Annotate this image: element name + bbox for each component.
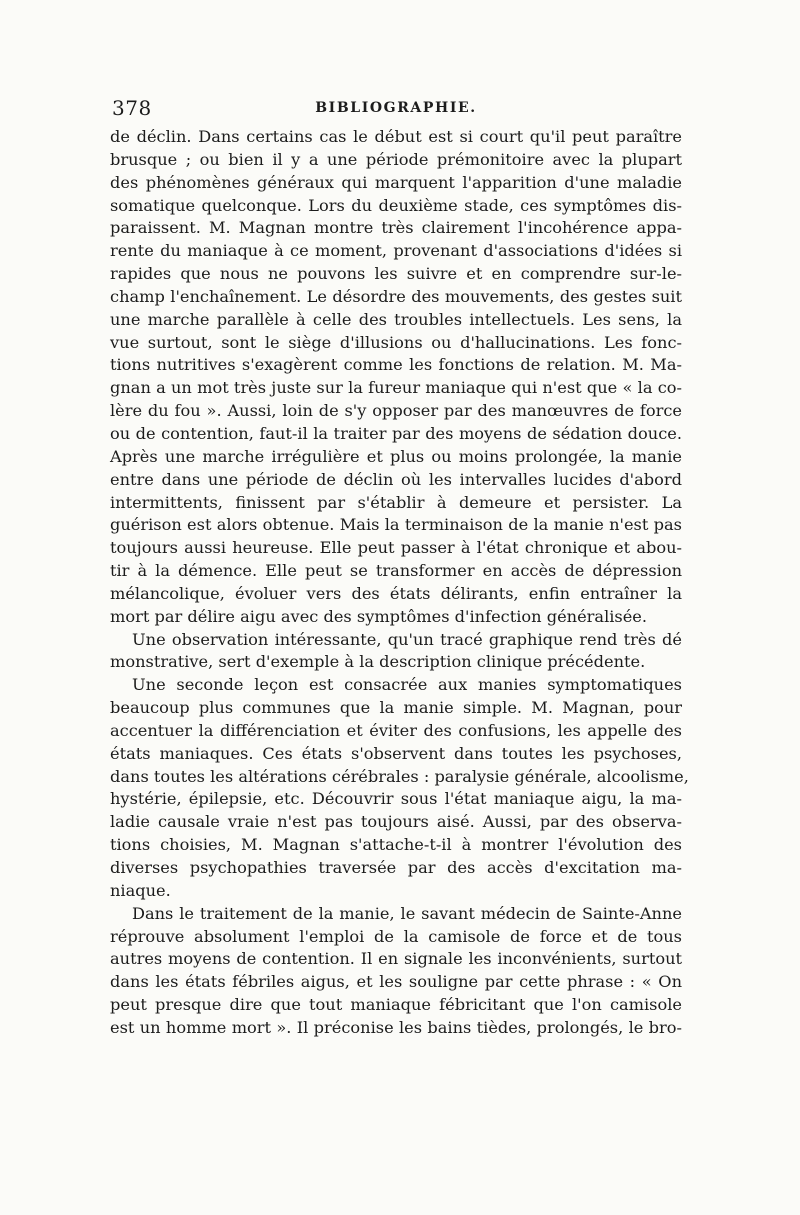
page-number: 378 [112,96,152,120]
text-line: gnan a un mot très juste sur la fureur maniaque qui n'est que « la co- [110,378,682,398]
text-line: est un homme mort ». Il préconise les bains tièdes, prolongés, le bro- [110,1017,682,1037]
text-line: dans toutes les altérations cérébrales : paralysie générale, alcoolisme, [110,766,689,786]
text-line: hystérie, épilepsie, etc. Découvrir sous l'état maniaque aigu, la ma- [110,789,682,809]
text-line: guérison est alors obtenue. Mais la terminaison de la manie n'est pas [110,515,682,535]
text-line: tions nutritives s'exagèrent comme les fonctions de relation. M. Ma- [110,355,682,375]
text-line: réprouve absolument l'emploi de la camisole de force et de tous [110,926,682,946]
text-line: rapides que nous ne pouvons les suivre et en comprendre sur-le- [110,264,682,284]
text-line: Une seconde leçon est consacrée aux manies symptomatiques [132,675,682,695]
text-line: états maniaques. Ces états s'observent dans toutes les psychoses, [110,743,682,763]
paragraph [110,126,682,629]
text-line: tions choisies, M. Magnan s'attache-t-il à montrer l'évolution des [110,835,682,855]
text-line: peut presque dire que tout maniaque fébricitant que l'on camisole [110,995,682,1015]
text-line: monstrative, sert d'exemple à la description clinique précédente. [110,652,646,672]
text-line: ou de contention, faut-il la traiter par des moyens de sédation douce. [110,423,682,443]
text-line: diverses psychopathies traversée par des accès d'excitation ma- [110,858,682,877]
running-title: BIBLIOGRAPHIE. [315,100,477,116]
paragraph [110,903,682,1040]
text-line: une marche parallèle à celle des troubles intellectuels. Les sens, la [110,309,682,329]
text-line: niaque. [110,880,171,900]
text-line: accentuer la différenciation et éviter des confusions, les appelle des [110,720,682,740]
text-line: Dans le traitement de la manie, le savant médecin de Sainte-Anne [132,903,682,923]
text-line: beaucoup plus communes que la manie simple. M. Magnan, pour [110,698,682,718]
text-line: des phénomènes généraux qui marquent l'apparition d'une maladie [110,172,682,192]
text-line: Une observation intéressante, qu'un tracé graphique rend très dé [132,629,682,649]
body-text [110,126,689,1040]
text-line: champ l'enchaînement. Le désordre des mouvements, des gestes suit [110,286,682,306]
text-line: rente du maniaque à ce moment, provenant d'associations d'idées si [110,241,682,261]
paragraph [110,674,689,902]
text-line: mélancolique, évoluer vers des états délirants, enfin entraîner la [110,583,682,603]
paragraph [110,629,682,675]
text-line: de déclin. Dans certains cas le début est si court qu'il peut paraître [110,127,682,146]
text-line: somatique quelconque. Lors du deuxième stade, ces symptômes dis- [110,195,682,215]
text-line: autres moyens de contention. Il en signale les inconvénients, surtout [110,949,682,969]
text-line: ladie causale vraie n'est pas toujours aisé. Aussi, par des observa- [110,812,682,832]
text-line: vue surtout, sont le siège d'illusions ou d'hallucinations. Les fonc- [110,332,682,352]
page-header [112,96,680,122]
text-line: brusque ; ou bien il y a une période prémonitoire avec la plupart [110,149,682,169]
text-line: lère du fou ». Aussi, loin de s'y opposer par des manœuvres de force [110,401,682,421]
text-line: dans les états fébriles aigus, et les souligne par cette phrase : « On [110,972,682,992]
text-line: tir à la démence. Elle peut se transformer en accès de dépression [110,561,682,581]
text-line: Après une marche irrégulière et plus ou moins prolongée, la manie [110,446,682,466]
text-line: mort par délire aigu avec des symptômes d'infection généralisée. [110,606,648,626]
text-line: paraissent. M. Magnan montre très clairement l'incohérence appa- [110,218,682,238]
text-line: entre dans une période de déclin où les intervalles lucides d'abord [110,469,682,489]
text-line: toujours aussi heureuse. Elle peut passer à l'état chronique et abou- [110,538,682,558]
text-line: intermittents, finissent par s'établir à demeure et persister. La [110,492,682,512]
